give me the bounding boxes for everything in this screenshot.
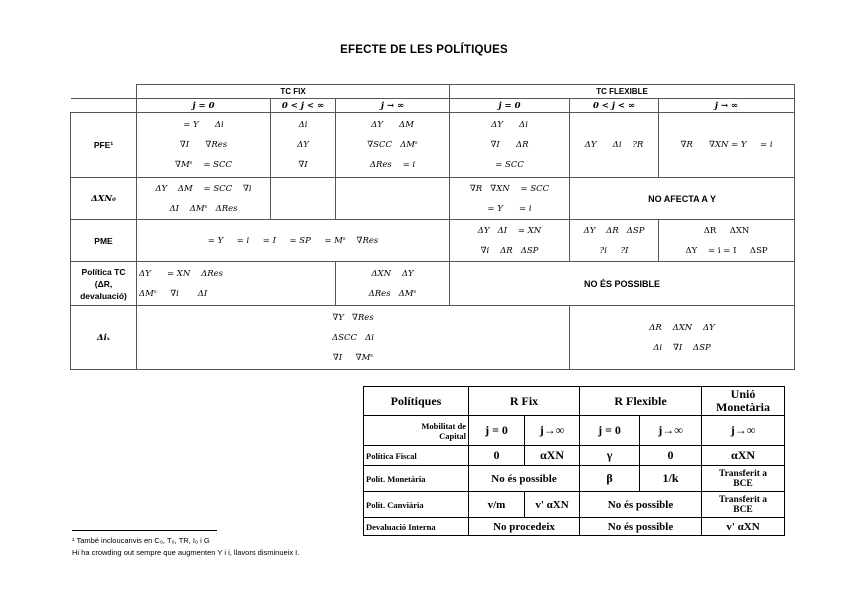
header-unio-line1: Unió: [730, 387, 756, 401]
canviaria-flex: No és possible: [580, 492, 702, 518]
monetaria-flex-jinf: 1/k: [640, 466, 702, 492]
pme-flex-jmid: ΔY ΔR ΔSP ?i ?I: [570, 220, 659, 262]
header-unio-monetaria: [702, 387, 785, 416]
row-label-pme: PME: [71, 220, 137, 262]
flex-j-inf: j → ∞: [659, 99, 795, 113]
dxn-fix-jmid: [271, 178, 336, 220]
row-label-pfe: PFE¹: [71, 113, 137, 178]
mobilitat-line1: Mobilitat de: [421, 420, 466, 431]
flex-j-mid: 0 < j < ∞: [570, 99, 659, 113]
di-fix: ∇Y ∇Res ΔSCC Δi ∇I ∇Mˢ: [137, 306, 570, 370]
row-label-tc-line3: devaluació): [80, 290, 127, 301]
header-tc-fix: TC FIX: [137, 85, 450, 99]
blank-corner-2: [71, 99, 137, 113]
monetaria-unio-line1: Transferit a: [718, 468, 768, 479]
fix-j-mid: 0 < j < ∞: [271, 99, 336, 113]
pfe-fix-jmid: Δi ΔY ∇I: [271, 113, 336, 178]
pfe-fix-j0: = Y Δi ∇I ∇Res ∇Mˢ = SCC: [137, 113, 271, 178]
di-flex: ΔR ΔXN ΔY Δi ∇I ΔSP: [570, 306, 795, 370]
unio-jinf-header: j→∞: [702, 416, 785, 446]
devaluacio-flex: No és possible: [580, 518, 702, 536]
row-label-tc-line2: (ΔR,: [94, 278, 113, 289]
devaluacio-unio: v' αXN: [702, 518, 785, 536]
fiscal-flex-jinf: 0: [640, 446, 702, 466]
fiscal-fix-jinf: αXN: [525, 446, 580, 466]
header-politiques: Polítiques: [364, 387, 469, 416]
row-devaluacio-interna: Devaluació Interna: [364, 518, 469, 536]
fiscal-unio: αXN: [702, 446, 785, 466]
row-politica-fiscal: Política Fiscal: [364, 446, 469, 466]
fix-j0-header: j = 0: [469, 416, 525, 446]
monetaria-fix: No és possible: [469, 466, 580, 492]
pfe-flex-j0: ΔY Δi ∇I ΔR = SCC: [450, 113, 570, 178]
footnote-2: Hi ha crowding out sempre que augmenten Y i i, llavors disminueix I.: [72, 548, 300, 557]
monetaria-flex-j0: β: [580, 466, 640, 492]
fiscal-flex-j0: γ: [580, 446, 640, 466]
dxn-flex-no-afecta: NO AFECTA A Y: [570, 178, 795, 220]
dxn-flex-j0: ∇R ∇XN = SCC = Y = i: [450, 178, 570, 220]
header-r-flexible: R Flexible: [580, 387, 702, 416]
tc-fix-jinf: ΔXN ΔY ΔRes ΔMˢ: [336, 262, 450, 306]
monetaria-unio: [702, 466, 785, 492]
header-unio-line2: Monetària: [716, 400, 770, 414]
pme-flex-j0: ΔY ΔI = XN ∇i ΔR ΔSP: [450, 220, 570, 262]
fix-j-zero: j = 0: [137, 99, 271, 113]
tc-flex-no-possible: NO ÉS POSSIBLE: [450, 262, 795, 306]
mobilitat-capital-label: [364, 416, 469, 446]
pfe-fix-jinf: ΔY ΔM ∇SCC ΔMˢ ΔRes = i: [336, 113, 450, 178]
fix-j-inf: j → ∞: [336, 99, 450, 113]
policy-regime-table: [363, 386, 785, 536]
monetaria-unio-line2: BCE: [733, 478, 753, 489]
row-label-tc-line1: Política TC: [81, 266, 126, 277]
row-label-tc: [71, 262, 137, 306]
footnote-divider: [72, 530, 217, 531]
tc-fix-left: ΔY = XN ΔRes ΔMˢ ∇i ΔI: [137, 262, 336, 306]
canviaria-unio: [702, 492, 785, 518]
fiscal-fix-j0: 0: [469, 446, 525, 466]
header-tc-flexible: TC FLEXIBLE: [450, 85, 795, 99]
devaluacio-fix: No procedeix: [469, 518, 580, 536]
pfe-flex-jinf: ∇R ∇XN = Y = i: [659, 113, 795, 178]
blank-corner: [71, 85, 137, 99]
row-politica-canviaria: Polít. Canviària: [364, 492, 469, 518]
flex-jinf-header: j→∞: [640, 416, 702, 446]
header-r-fix: R Fix: [469, 387, 580, 416]
row-politica-monetaria: Polít. Monetària: [364, 466, 469, 492]
flex-j-zero: j = 0: [450, 99, 570, 113]
canviaria-fix-jinf: v' αXN: [525, 492, 580, 518]
canviaria-unio-line2: BCE: [733, 504, 753, 515]
policy-effects-table: [70, 84, 795, 370]
mobilitat-line2: Capital: [439, 430, 466, 441]
pme-fix: = Y = i = I = SP = Mˢ ∇Res: [137, 220, 450, 262]
row-label-di: Δiₓ: [71, 306, 137, 370]
fix-jinf-header: j→∞: [525, 416, 580, 446]
page-title: EFECTE DE LES POLÍTIQUES: [340, 44, 508, 56]
pme-flex-jinf: ΔR ΔXN ΔY = i = I ΔSP: [659, 220, 795, 262]
canviaria-unio-line1: Transferit a: [718, 494, 768, 505]
canviaria-fix-j0: v/m: [469, 492, 525, 518]
flex-j0-header: j = 0: [580, 416, 640, 446]
dxn-fix-j0: ΔY ΔM = SCC ∇i ΔI ΔMˢ ΔRes: [137, 178, 271, 220]
footnote-1: ¹ També incloucanvis en C₀, T₀, TR, I₀ i G: [72, 536, 210, 545]
pfe-flex-jmid: ΔY Δi ?R: [570, 113, 659, 178]
row-label-dxn: ΔXN₀: [71, 178, 137, 220]
dxn-fix-jinf: [336, 178, 450, 220]
